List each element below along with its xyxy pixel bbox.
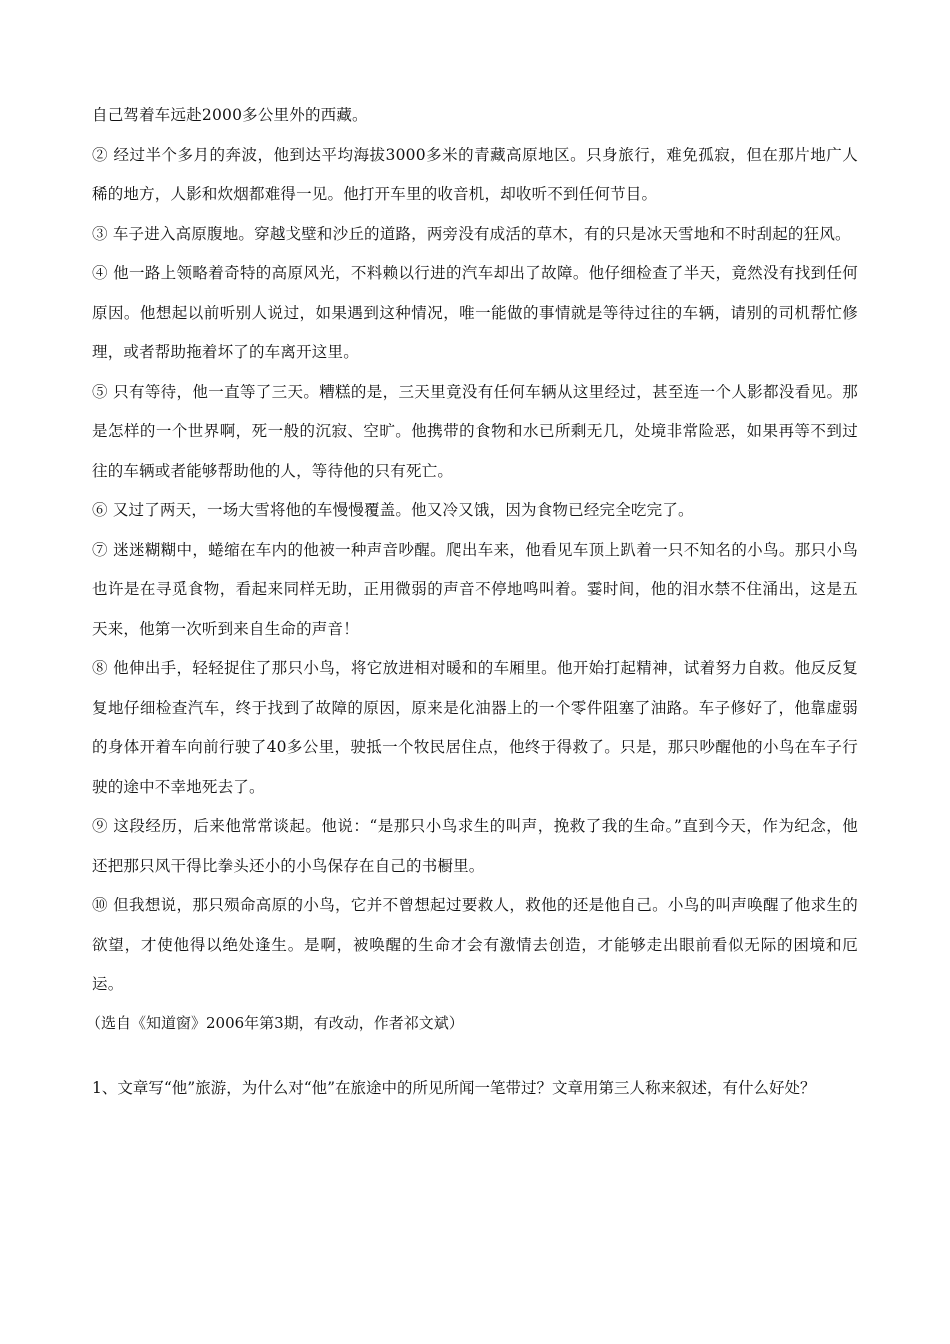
paragraph-10: ⑩ 但我想说，那只殒命高原的小鸟，它并不曾想起过要救人，救他的还是他自己。小鸟的叫声唤醒了他求生的欲望，才使他得以绝处逢生。是啊，被唤醒的生命才会有激情去创造，才能够走出眼前看似无际的困境和厄运。 <box>92 896 858 993</box>
document-page <box>86 96 858 1108</box>
paragraph-6: ⑥ 又过了两天，一场大雪将他的车慢慢覆盖。他又冷又饿，因为食物已经完全吃完了。 <box>92 501 694 519</box>
paragraph-2: ② 经过半个多月的奔波，他到达平均海拔3000多米的青藏高原地区。只身旅行，难免孤寂，但在那片地广人稀的地方，人影和炊烟都难得一见。他打开车里的收音机，却收听不到任何节目。 <box>92 145 858 203</box>
paragraph-5: ⑤ 只有等待，他一直等了三天。糟糕的是，三天里竟没有任何车辆从这里经过，甚至连一个人影都没看见。那是怎样的一个世界啊，死一般的沉寂、空旷。他携带的食物和水已所剩无几，处境非常险恶，如果再等不到过往的车辆或者能够帮助他的人，等待他的只有死亡。 <box>92 382 858 480</box>
paragraph-3: ③ 车子进入高原腹地。穿越戈壁和沙丘的道路，两旁没有成活的草木，有的只是冰天雪地和不时刮起的狂风。 <box>92 224 851 243</box>
paragraph-4: ④ 他一路上领略着奇特的高原风光，不料赖以行进的汽车却出了故障。他仔细检查了半天，竟然没有找到任何原因。他想起以前听别人说过，如果遇到这种情况，唯一能做的事情就是等待过往的车辆，请别的司机帮忙修理，或者帮助拖着坏了的车离开这里。 <box>92 264 858 361</box>
source-citation: （选自《知道窗》2006年第3期，有改动，作者祁文斌） <box>86 1013 464 1032</box>
paragraph-1-continued: 自己驾着车远赴2000多公里外的西藏。 <box>92 106 368 124</box>
paragraph-8: ⑧ 他伸出手，轻轻捉住了那只小鸟，将它放进相对暖和的车厢里。他开始打起精神，试着努力自救。他反反复复地仔细检查汽车，终于找到了故障的原因，原来是化油器上的一个零件阻塞了油路。车子修好了，他靠虚弱的身体开着车向前行驶了40多公里，驶抵一个牧民居住点，他终于得救了。只是，那只吵醒他的小鸟在车子行驶的途中不幸地死去了。 <box>92 659 858 796</box>
paragraph-7: ⑦ 迷迷糊糊中，蜷缩在车内的他被一种声音吵醒。爬出车来，他看见车顶上趴着一只不知名的小鸟。那只小鸟也许是在寻觅食物，看起来同样无助，正用微弱的声音不停地鸣叫着。霎时间，他的泪水禁不住涌出，这是五天来，他第一次听到来自生命的声音！ <box>92 540 858 638</box>
question-1: 1、文章写“他”旅游，为什么对“他”在旅途中的所见所闻一笔带过？文章用第三人称来叙述，有什么好处？ <box>92 1078 816 1097</box>
paragraph-9: ⑨ 这段经历，后来他常常谈起。他说：“是那只小鸟求生的叫声，挽救了我的生命。”直到今天，作为纪念，他还把那只风干得比拳头还小的小鸟保存在自己的书橱里。 <box>92 817 858 875</box>
